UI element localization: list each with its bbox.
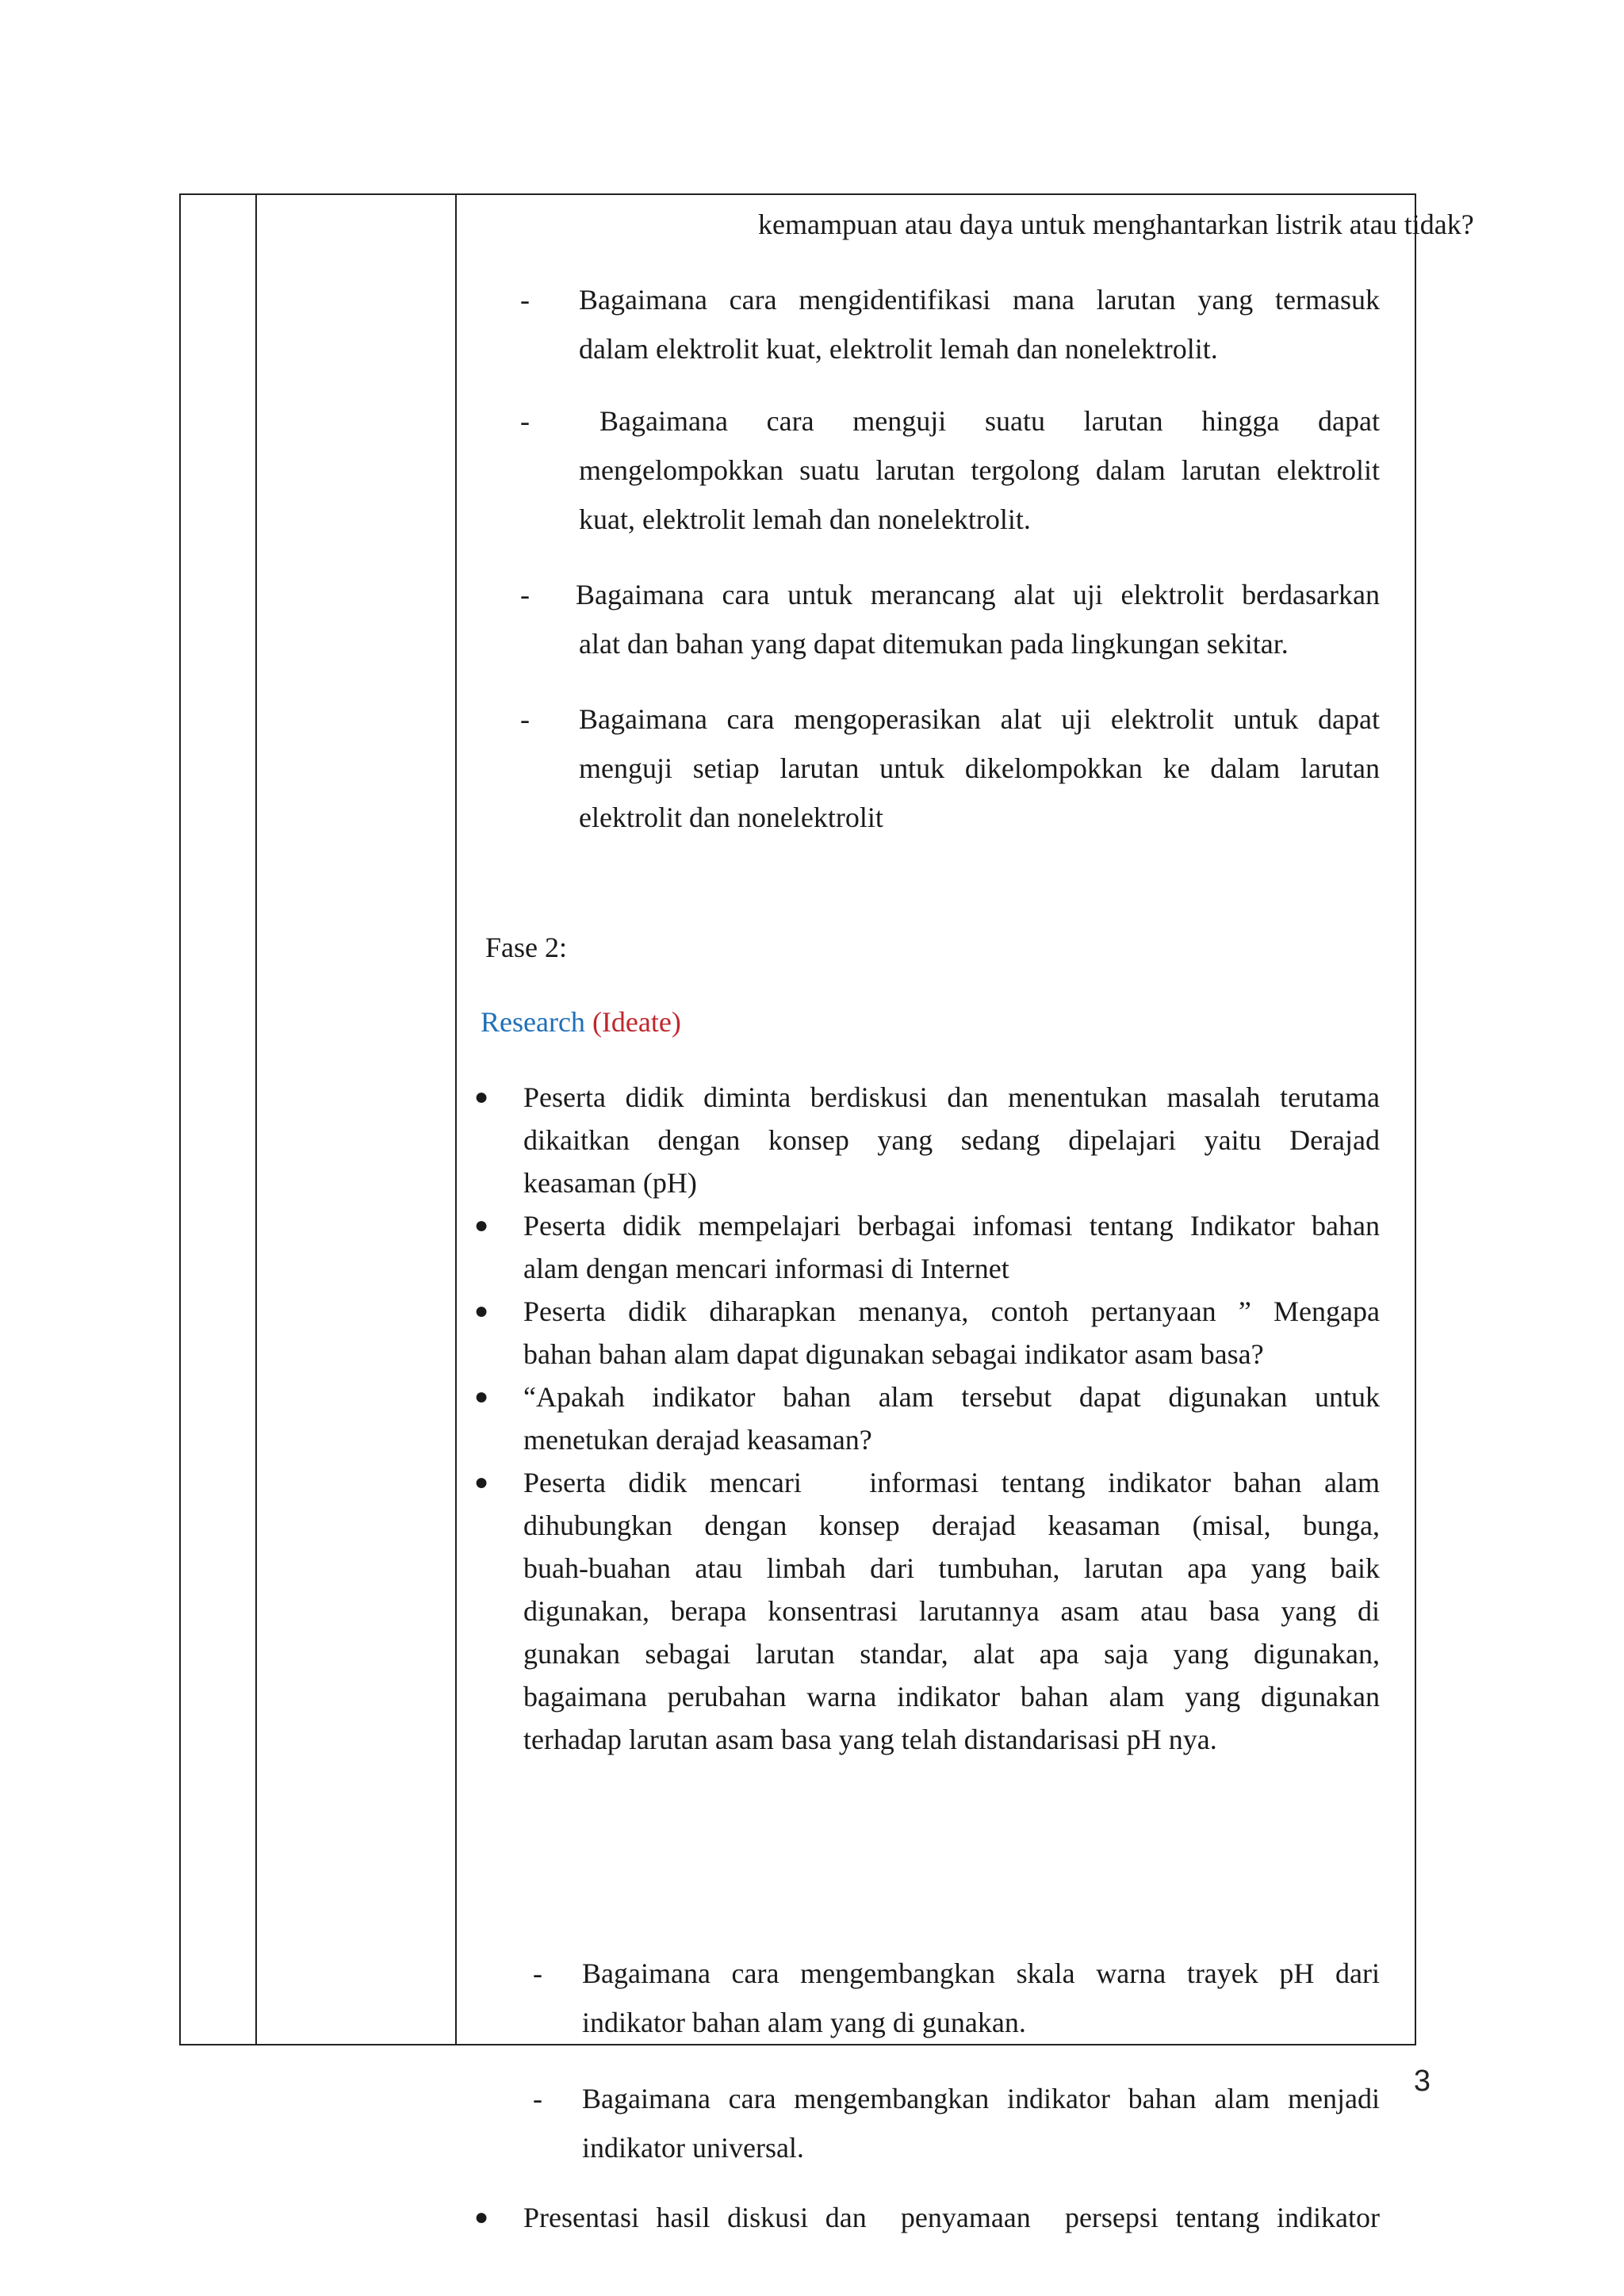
bullet-dot: ●: [474, 1212, 489, 1238]
dash-marker: -: [520, 405, 530, 437]
bullet-item: [457, 1290, 1380, 1376]
question-line: Bagaimana cara untuk merancang alat uji elektrolit berdasarkan: [576, 579, 1380, 610]
bullet-line: “Apakah indikator bahan alam tersebut dapat digunakan untuk: [523, 1381, 1380, 1413]
phase-label: Fase 2:: [485, 932, 567, 963]
bullet-line: Presentasi hasil diskusi dan penyamaan persepsi tentang indikator: [523, 2202, 1380, 2233]
phase-title-ideate: (Ideate): [592, 1006, 681, 1038]
bullet-item: [457, 2196, 1380, 2239]
bullet-line: dikaitkan dengan konsep yang sedang dipelajari yaitu Derajad: [523, 1124, 1380, 1156]
phase-title: [481, 997, 681, 1047]
sub-question-item: [457, 2074, 1380, 2172]
bullet-line: gunakan sebagai larutan standar, alat apa saja yang digunakan,: [523, 1638, 1380, 1670]
question-line: menguji setiap larutan untuk dikelompokkan ke dalam larutan: [579, 752, 1380, 784]
question-item: [457, 396, 1380, 544]
dash-marker: -: [520, 284, 530, 316]
activity-cell: [457, 195, 1474, 2233]
bullet-dot: ●: [474, 1383, 489, 1410]
lesson-table: [179, 193, 1474, 2233]
question-item: [457, 570, 1380, 668]
dash-marker: -: [533, 1957, 542, 1989]
bullet-dot: ●: [474, 1469, 489, 1495]
bullet-line: terhadap larutan asam basa yang telah distandarisasi pH nya.: [523, 1724, 1217, 1755]
question-line: Bagaimana cara mengidentifikasi mana larutan yang termasuk: [579, 284, 1380, 316]
final-bullet: [457, 2196, 1380, 2239]
sub-question-item: [457, 1949, 1380, 2047]
bullet-line: Peserta didik mempelajari berbagai infomasi tentang Indikator bahan: [523, 1210, 1380, 1242]
bullet-line: menetukan derajad keasaman?: [523, 1424, 872, 1456]
bullet-item: [457, 1076, 1380, 1204]
activity-bullet-list: [457, 1076, 1380, 1761]
bullet-line: alam dengan mencari informasi di Internet: [523, 1253, 1009, 1284]
dash-marker: -: [533, 2083, 542, 2114]
bullet-line: dihubungkan dengan konsep derajad keasaman (misal, bunga,: [523, 1510, 1380, 1541]
question-line: Bagaimana cara mengembangkan indikator bahan alam menjadi: [582, 2083, 1380, 2114]
bullet-item: [457, 1376, 1380, 1461]
question-line: dalam elektrolit kuat, elektrolit lemah dan nonelektrolit.: [579, 333, 1218, 365]
question-line: Bagaimana cara mengembangkan skala warna trayek pH dari: [582, 1957, 1380, 1989]
bullet-line: bahan bahan alam dapat digunakan sebagai indikator asam basa?: [523, 1338, 1264, 1370]
question-line: mengelompokkan suatu larutan tergolong dalam larutan elektrolit: [579, 454, 1380, 486]
question-line: indikator bahan alam yang di gunakan.: [582, 2007, 1026, 2038]
dash-marker: -: [520, 703, 530, 735]
question-line: elektrolit dan nonelektrolit: [579, 802, 883, 833]
bullet-line: Peserta didik diharapkan menanya, contoh pertanyaan ” Mengapa: [523, 1295, 1380, 1327]
bullet-line: buah-buahan atau limbah dari tumbuhan, larutan apa yang baik: [523, 1552, 1380, 1584]
question-line: indikator universal.: [582, 2132, 804, 2164]
question-line: kuat, elektrolit lemah dan nonelektrolit.: [579, 503, 1031, 535]
bullet-item: [457, 1461, 1380, 1761]
phase-title-research: Research: [481, 1006, 585, 1038]
bullet-line: Peserta didik diminta berdiskusi dan menentukan masalah terutama: [523, 1081, 1380, 1113]
question-line: alat dan bahan yang dapat ditemukan pada lingkungan sekitar.: [579, 628, 1289, 660]
question-item: [457, 275, 1380, 373]
bullet-line: bagaimana perubahan warna indikator bahan alam yang digunakan: [523, 1681, 1380, 1712]
column-divider-1: [255, 195, 257, 2044]
question-line: Bagaimana cara menguji suatu larutan hingga dapat: [599, 405, 1380, 437]
dash-marker: -: [520, 579, 530, 610]
bullet-line: Peserta didik mencari informasi tentang indikator bahan alam: [523, 1467, 1380, 1498]
question-item: [457, 695, 1380, 842]
bullet-dot: ●: [474, 1084, 489, 1110]
bullet-line: keasaman (pH): [523, 1167, 697, 1199]
page-number: 3: [1413, 2064, 1431, 2098]
bullet-line: digunakan, berapa konsentrasi larutannya asam atau basa yang di: [523, 1595, 1380, 1627]
continuation-line: kemampuan atau daya untuk menghantarkan listrik atau tidak?: [758, 209, 1474, 240]
bullet-item: [457, 1204, 1380, 1290]
bullet-dot: ●: [474, 2204, 489, 2230]
question-line: Bagaimana cara mengoperasikan alat uji elektrolit untuk dapat: [579, 703, 1380, 735]
bullet-dot: ●: [474, 1298, 489, 1324]
